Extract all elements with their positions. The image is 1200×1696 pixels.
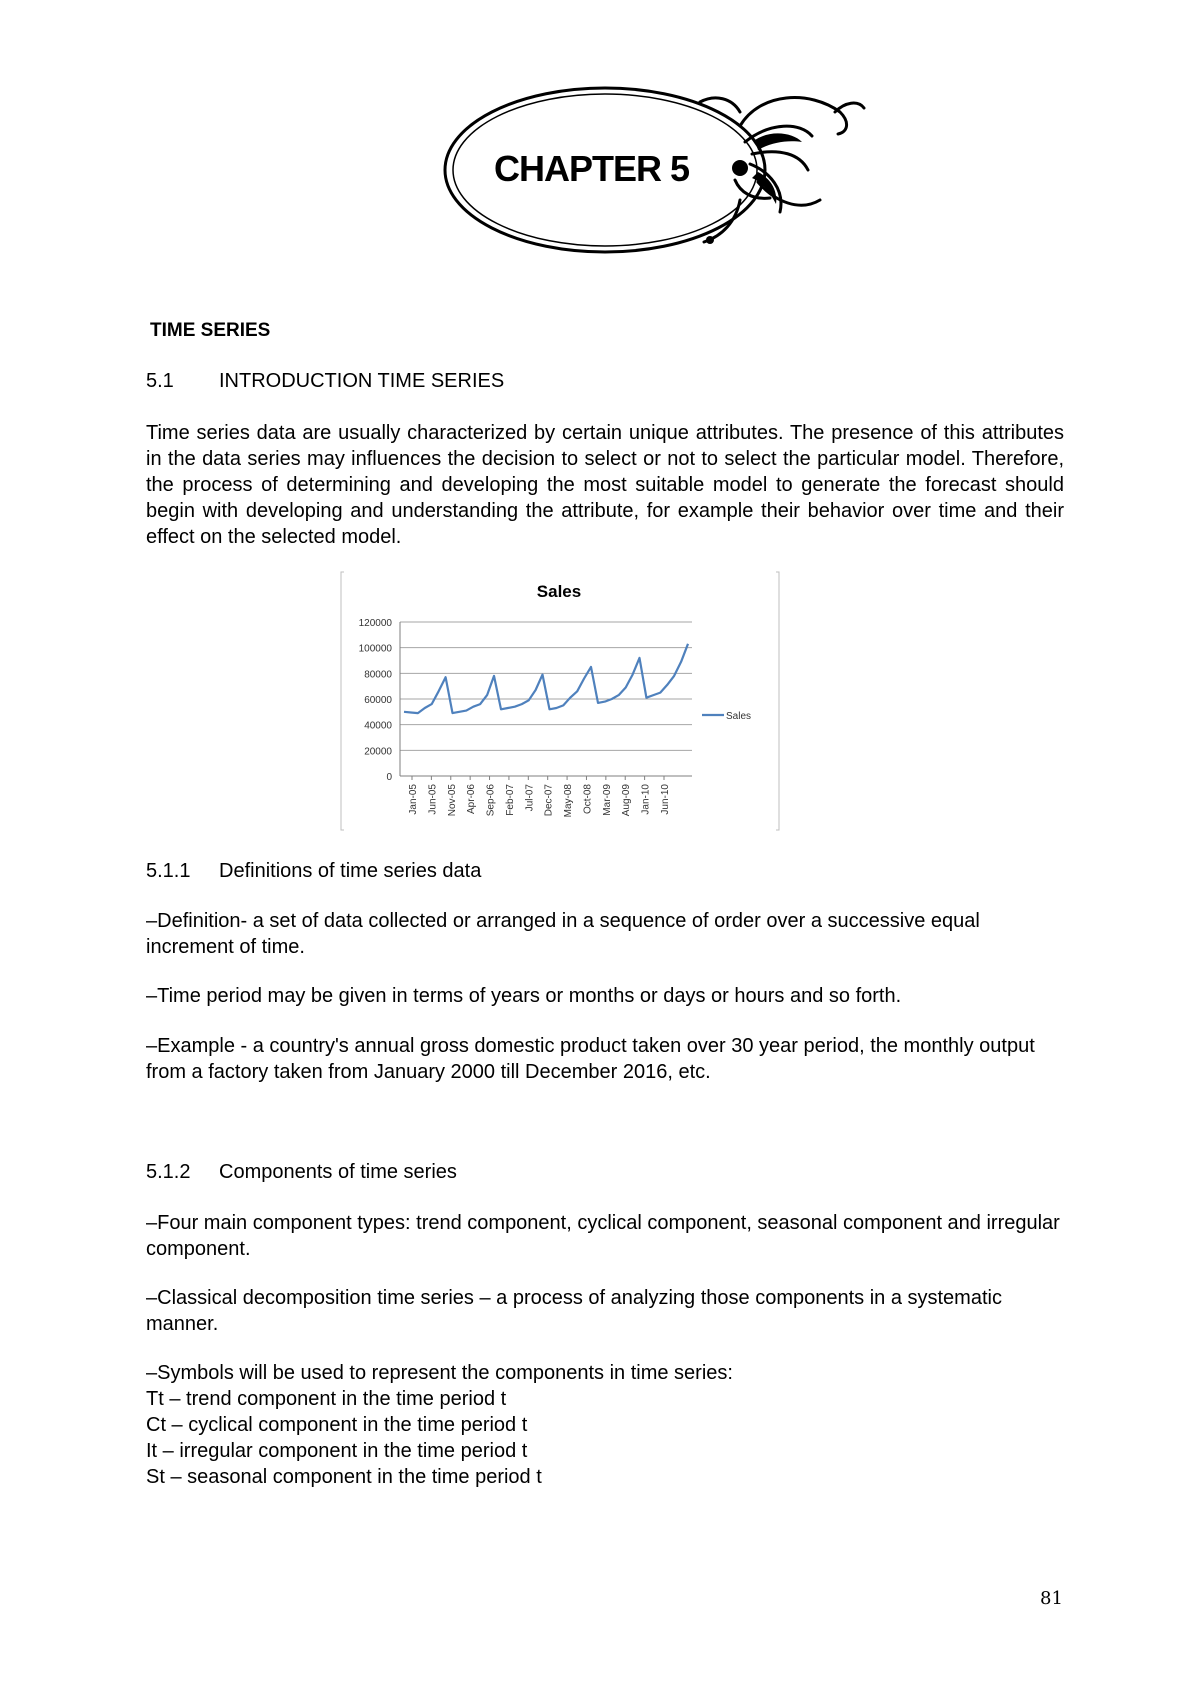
x-tick-label: Oct-08 [582,784,594,815]
chart-legend [702,711,751,722]
intro-heading [146,368,504,394]
chart-x-axis [408,776,671,817]
definition-item: –Definition- a set of data collected or arranged in a sequence of order over a successive equal increment of time. [146,910,980,958]
x-tick-label: Sep-06 [485,784,497,817]
definitions-heading [146,858,481,884]
chart-title: Sales [536,582,582,601]
chart-frame-marks [341,572,779,830]
component-item: –Classical decomposition time series – a process of analyzing those components in a systematic manner. [146,1287,1002,1335]
x-tick-label: Aug-09 [621,784,633,817]
y-tick-label: 40000 [364,720,392,732]
intro-paragraph: Time series data are usually characterized by certain unique attributes. The presence of this attributes in the data series may influences the decision to select or not to select the particular model. Therefore, the process of determining and developing the most suitable model to generate the forecast should begin with developing and understanding the attribute, for example their behavior over time and their effect on the selected model. [146,422,1064,548]
y-tick-label: 20000 [364,746,392,758]
definitions-heading-number: 5.1.1 [146,860,191,882]
y-tick-label: 0 [386,772,392,783]
chart-y-axis [359,618,393,783]
x-tick-label: Jun-05 [427,784,439,815]
x-tick-label: Jan-05 [408,784,419,815]
page-number: 81 [1040,1588,1063,1609]
x-tick-label: Apr-06 [466,784,478,815]
x-tick-label: Mar-09 [601,784,613,816]
chart-grid [400,622,692,776]
y-tick-label: 60000 [364,695,392,706]
definition-item: –Time period may be given in terms of years or months or days or hours and so forth. [146,985,902,1007]
x-tick-label: Jun-10 [660,784,671,815]
symbols-intro: –Symbols will be used to represent the components in time series: [146,1362,733,1384]
symbol-item: Tt – trend component in the time period t [146,1388,507,1410]
components-heading-text: Components of time series [219,1161,457,1183]
x-tick-label: Feb-07 [504,784,516,816]
y-tick-label: 80000 [364,669,392,681]
x-tick-label: Nov-05 [446,784,458,817]
legend-label: Sales [726,711,752,722]
components-heading [146,1159,457,1185]
x-tick-label: Jul-07 [524,784,536,812]
section-title: TIME SERIES [150,320,271,341]
symbol-item: Ct – cyclical component in the time period t [146,1414,528,1436]
sales-series-line [404,644,688,713]
x-tick-label: Dec-07 [543,784,555,817]
components-heading-number: 5.1.2 [146,1161,191,1183]
sales-chart [340,570,780,832]
definition-item: –Example - a country's annual gross domestic product taken over 30 year period, the monthly output from a factory taken from January 2000 till December 2016, etc. [146,1035,1035,1083]
chapter-title: CHAPTER 5 [494,148,690,189]
x-tick-label: Jan-10 [640,784,652,815]
intro-heading-text: INTRODUCTION TIME SERIES [219,370,505,392]
intro-heading-number: 5.1 [146,370,174,392]
y-tick-label: 120000 [358,618,392,629]
y-tick-label: 100000 [358,643,392,655]
x-tick-label: May-08 [563,784,575,818]
symbol-item: It – irregular component in the time period t [146,1440,528,1462]
component-item: –Four main component types: trend component, cyclical component, seasonal component and irregular component. [146,1212,1060,1260]
definitions-heading-text: Definitions of time series data [219,860,482,882]
symbol-item: St – seasonal component in the time period t [146,1466,542,1488]
lily-flower-icon [700,98,864,242]
symbols-block [146,1360,1064,1490]
